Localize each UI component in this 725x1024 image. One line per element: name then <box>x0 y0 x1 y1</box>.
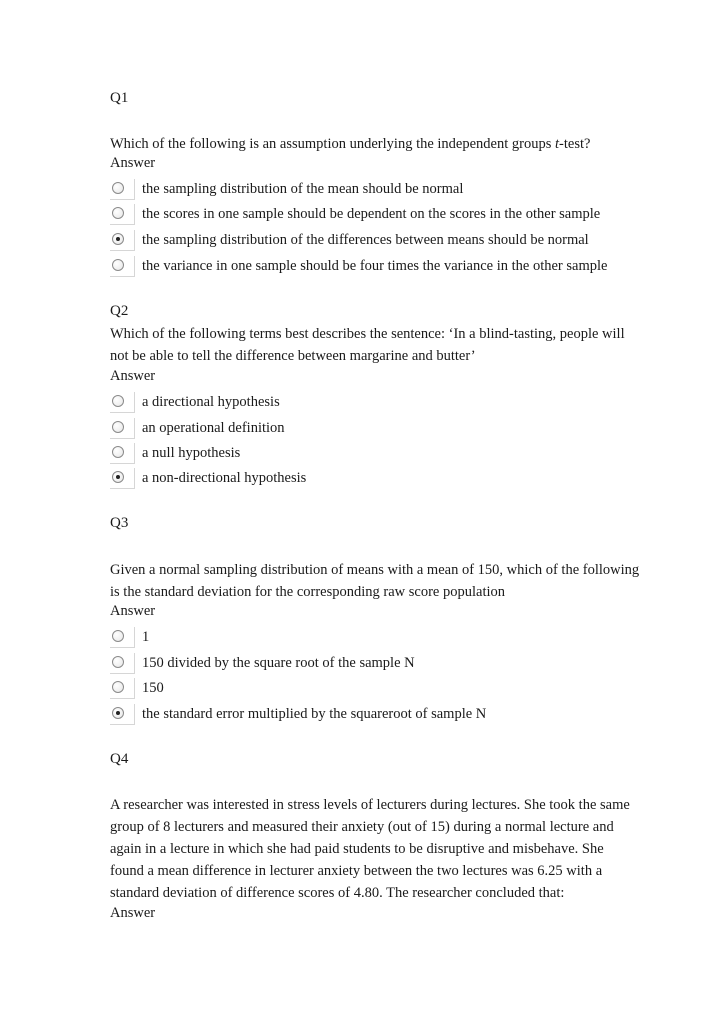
question-1-option-1[interactable] <box>110 178 463 200</box>
question-3-option-1[interactable] <box>110 626 149 648</box>
radio-button[interactable] <box>112 630 124 642</box>
question-3-option-3[interactable] <box>110 677 164 699</box>
option-label: the sampling distribution of the mean should be normal <box>142 180 464 197</box>
radio-button[interactable] <box>112 207 124 219</box>
radio-button[interactable] <box>112 259 124 271</box>
option-label: 1 <box>142 628 150 645</box>
option-label: the variance in one sample should be four times the variance in the other sample <box>142 257 608 274</box>
option-label: the standard error multiplied by the squareroot of sample N <box>142 705 487 722</box>
option-label: a non-directional hypothesis <box>142 469 307 486</box>
question-4-label: Q4 <box>110 751 129 767</box>
question-3-answer-label: Answer <box>110 603 156 619</box>
question-3-option-4[interactable] <box>110 703 486 725</box>
question-2-option-3[interactable] <box>110 442 240 464</box>
radio-button[interactable] <box>112 421 124 433</box>
question-1-option-3[interactable] <box>110 229 589 251</box>
question-1-option-4[interactable] <box>110 255 607 277</box>
question-1-text: Which of the following is an assumption underlying the independent groups t-test? <box>110 136 591 152</box>
question-2-text: Which of the following terms best describes the sentence: ‘In a blind-tasting, people will not be able to tell the difference between margarine and butter’ <box>110 326 625 364</box>
option-label: 150 <box>142 679 164 696</box>
question-2-option-2[interactable] <box>110 417 285 439</box>
radio-button[interactable] <box>112 656 124 668</box>
radio-button-selected[interactable] <box>112 471 124 483</box>
option-label: the sampling distribution of the differences between means should be normal <box>142 231 589 248</box>
radio-button-selected[interactable] <box>112 707 124 719</box>
question-4-text: A researcher was interested in stress levels of lecturers during lectures. She took the same group of 8 lecturers and measured their anxiety (out of 15) during a normal lecture and again in a lecture in which she had paid students to be disruptive and misbehave. She found a mean difference in lecturer anxiety between the two lectures was 6.25 with a standard deviation of difference scores of 4.80. The researcher concluded that: <box>110 797 630 901</box>
option-label: a null hypothesis <box>142 444 241 461</box>
radio-button-selected[interactable] <box>112 233 124 245</box>
question-3-label: Q3 <box>110 515 129 531</box>
radio-button[interactable] <box>112 395 124 407</box>
question-3-text: Given a normal sampling distribution of means with a mean of 150, which of the following is the standard deviation for the corresponding raw score population <box>110 562 640 600</box>
radio-button[interactable] <box>112 182 124 194</box>
question-1-option-2[interactable] <box>110 203 600 225</box>
question-2-option-4[interactable] <box>110 467 306 489</box>
question-1-answer-label: Answer <box>110 155 156 171</box>
question-2-option-1[interactable] <box>110 391 280 413</box>
question-2-label: Q2 <box>110 303 129 319</box>
option-label: 150 divided by the square root of the sample N <box>142 654 415 671</box>
question-4-answer-label: Answer <box>110 905 156 921</box>
question-3-option-2[interactable] <box>110 652 415 674</box>
question-1-label: Q1 <box>110 90 129 106</box>
option-label: the scores in one sample should be dependent on the scores in the other sample <box>142 205 601 222</box>
option-label: a directional hypothesis <box>142 393 280 410</box>
radio-button[interactable] <box>112 681 124 693</box>
radio-button[interactable] <box>112 446 124 458</box>
question-2-answer-label: Answer <box>110 368 156 384</box>
option-label: an operational definition <box>142 419 285 436</box>
